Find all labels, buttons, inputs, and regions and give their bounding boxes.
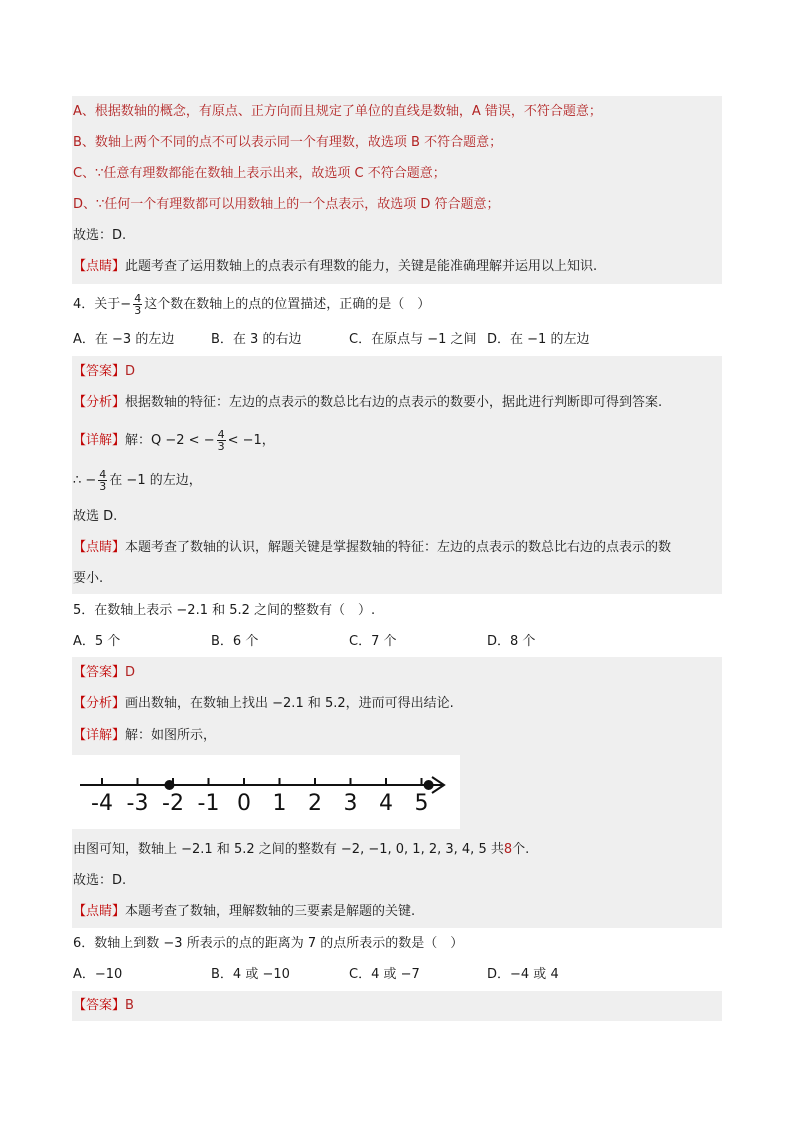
- answer-value: B: [125, 998, 134, 1013]
- number-line-tick-label: 4: [379, 791, 393, 816]
- q5-conclusion: [73, 841, 529, 859]
- analysis-text: 根据数轴的特征：左边的点表示的数总比右边的点表示的数要小，据此进行判断即可得到答案.: [125, 395, 663, 410]
- q5-option-c: C．7 个: [349, 634, 397, 649]
- q4-answer: [73, 363, 135, 381]
- prev-choice: 故选：D.: [73, 228, 127, 243]
- fraction-numerator: 4: [217, 428, 225, 441]
- answer-value: D: [125, 665, 136, 680]
- prev-comment: [73, 258, 597, 276]
- detail-tag: 【详解】: [73, 433, 126, 448]
- solution-option-c: C、∵任意有理数都能在数轴上表示出来，故选项 C 不符合题意；: [73, 166, 446, 181]
- number-line-tick-label: 0: [237, 791, 251, 816]
- fraction-denominator: 3: [217, 440, 225, 453]
- fraction-numerator: 4: [134, 292, 142, 305]
- number-line-tick-label: -1: [197, 791, 220, 816]
- number-line-tick-label: -4: [91, 791, 113, 816]
- q5-detail: [73, 727, 216, 745]
- q4-option-a: A．在 −3 的左边: [73, 332, 175, 347]
- q4-choice: 故选 D.: [73, 509, 118, 524]
- number-line-point: [164, 780, 174, 790]
- comment-tag: 【点睛】: [73, 259, 126, 274]
- detail-text: 解：如图所示，: [125, 728, 217, 743]
- number-line-tick-label: 3: [343, 791, 358, 816]
- q4-prefix: 4．关于: [73, 297, 121, 312]
- number-line-figure: [72, 755, 460, 829]
- q5-comment: [73, 903, 415, 921]
- answer-tag: 【答案】: [73, 364, 126, 379]
- q5-option-a: A．5 个: [73, 634, 121, 649]
- detail-post: < −1，: [227, 433, 275, 448]
- comment-tag: 【点睛】: [73, 904, 126, 919]
- q4-fraction: [133, 293, 142, 316]
- q6-option-d: D．−4 或 4: [487, 967, 559, 982]
- q6-option-b: B．4 或 −10: [211, 967, 290, 982]
- solution-option-a: A、根据数轴的概念，有原点、正方向而且规定了单位的直线是数轴，A 错误，不符合题意；: [73, 104, 602, 119]
- fraction-denominator: 3: [134, 304, 142, 317]
- therefore-post: 在 −1 的左边，: [109, 473, 202, 488]
- comment-text: 本题考查了数轴，理解数轴的三要素是解题的关键.: [125, 904, 416, 919]
- q6-answer: [73, 997, 134, 1015]
- solution-option-d: D、∵任何一个有理数都可以用数轴上的一个点表示，故选项 D 符合题意；: [73, 197, 500, 212]
- therefore-pre: ∴ −: [73, 473, 97, 488]
- q4-comment-2: 要小.: [73, 571, 104, 586]
- number-line-tick-label: 1: [272, 791, 287, 816]
- therefore-fraction: [98, 469, 107, 492]
- q6-option-c: C．4 或 −7: [349, 967, 420, 982]
- number-line-tick-label: 5: [414, 791, 429, 816]
- conclusion-suffix: 个.: [512, 842, 530, 857]
- q6-option-a: A．−10: [73, 967, 123, 982]
- q6-solution-panel: [72, 991, 722, 1021]
- answer-value: D: [125, 364, 136, 379]
- q5-stem: 5．在数轴上表示 −2.1 和 5.2 之间的整数有（ ）.: [73, 603, 376, 618]
- analysis-text: 画出数轴，在数轴上找出 −2.1 和 5.2，进而可得出结论.: [125, 696, 454, 711]
- comment-text: 此题考查了运用数轴上的点表示有理数的能力，关键是能准确理解并运用以上知识.: [125, 259, 598, 274]
- analysis-tag: 【分析】: [73, 395, 126, 410]
- answer-tag: 【答案】: [73, 665, 126, 680]
- comment-text: 本题考查了数轴的认识，解题关键是掌握数轴的特征：左边的点表示的数总比右边的点表示的数: [125, 540, 672, 555]
- conclusion-text: 由图可知，数轴上 −2.1 和 5.2 之间的整数有 −2, −1, 0, 1, 2, 3, 4, 5 共: [73, 842, 504, 857]
- number-line-tick-label: 2: [308, 791, 322, 816]
- q4-option-b: B．在 3 的右边: [211, 332, 302, 347]
- q5-choice: 故选：D.: [73, 873, 127, 888]
- q4-option-c: C．在原点与 −1 之间: [349, 332, 477, 347]
- number-line-tick-label: -3: [126, 791, 149, 816]
- detail-tag: 【详解】: [73, 728, 126, 743]
- q5-analysis: [73, 695, 454, 713]
- q4-stem: [73, 293, 430, 317]
- q4-comment-1: [73, 539, 671, 557]
- q5-option-b: B．6 个: [211, 634, 259, 649]
- detail-fraction: [217, 429, 226, 452]
- fraction-numerator: 4: [99, 468, 107, 481]
- number-line-tick-label: -2: [162, 791, 184, 816]
- number-line-point: [424, 780, 434, 790]
- detail-pre: 解：Q −2 < −: [125, 433, 215, 448]
- q4-analysis: [73, 394, 662, 412]
- fraction-denominator: 3: [99, 480, 107, 493]
- analysis-tag: 【分析】: [73, 696, 126, 711]
- q4-suffix: 这个数在数轴上的点的位置描述，正确的是（ ）: [144, 297, 431, 312]
- q4-detail: [73, 428, 275, 454]
- answer-tag: 【答案】: [73, 998, 126, 1013]
- q4-therefore: [73, 468, 202, 494]
- comment-tag: 【点睛】: [73, 540, 126, 555]
- q5-option-d: D．8 个: [487, 634, 536, 649]
- q5-answer: [73, 664, 135, 682]
- q4-option-d: D．在 −1 的左边: [487, 332, 590, 347]
- q6-stem: 6．数轴上到数 −3 所表示的点的距离为 7 的点所表示的数是（ ）: [73, 936, 464, 951]
- prev-solution-panel: [72, 96, 722, 284]
- q4-minus: −: [120, 297, 132, 312]
- conclusion-count: 8: [503, 842, 513, 857]
- solution-option-b: B、数轴上两个不同的点不可以表示同一个有理数，故选项 B 不符合题意；: [73, 135, 503, 150]
